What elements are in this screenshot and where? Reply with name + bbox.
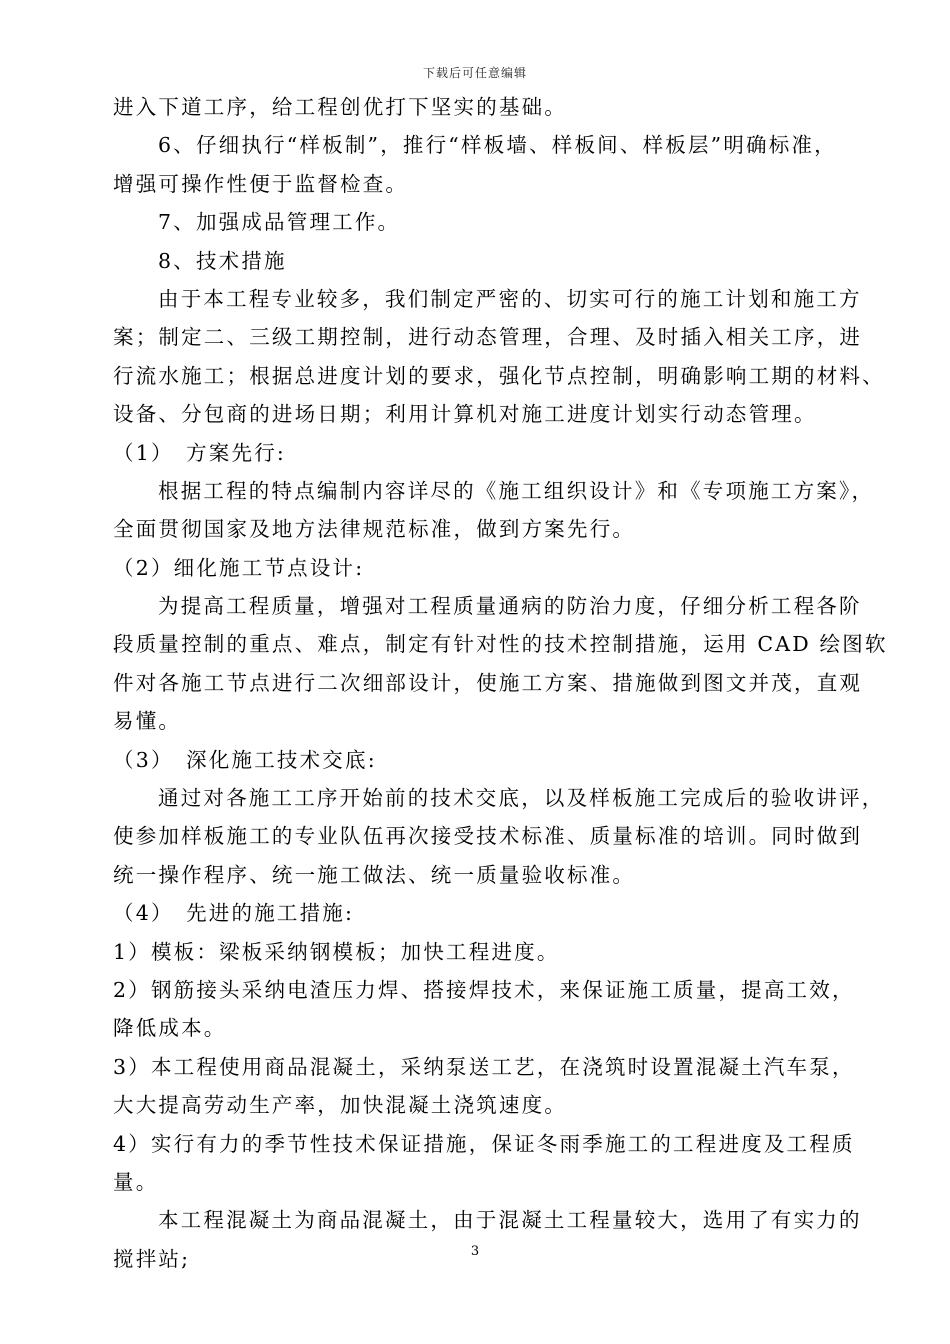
page-number: 3 [470,1244,480,1259]
text-line: 大大提高劳动生产率，加快混凝土浇筑速度。 [113,1093,567,1118]
text-line: 4）实行有力的季节性技术保证措施，保证冬雨季施工的工程进度及工程质 [113,1131,855,1156]
text-line: 行流水施工；根据总进度计划的要求，强化节点控制，明确影响工期的材料、 [113,363,885,388]
text-line: 使参加样板施工的专业队伍再次接受技术标准、质量标准的培训。同时做到 [113,824,863,849]
text-line: 8、技术措施 [158,248,287,273]
text-line: 易懂。 [113,709,182,734]
text-line: 搅拌站; [113,1246,191,1271]
text-line: （3） 深化施工技术交底: [113,747,377,772]
text-line: （1） 方案先行: [113,440,286,465]
document-body [113,88,888,1278]
text-line: 设备、分包商的进场日期；利用计算机对施工进度计划实行动态管理。 [113,402,817,427]
text-line: 7、加强成品管理工作。 [158,210,401,235]
text-line: 为提高工程质量，增强对工程质量通病的防治力度，仔细分析工程各阶 [158,594,862,619]
text-line: 案；制定二、三级工期控制，进行动态管理，合理、及时插入相关工序，进 [113,325,863,350]
text-line: （2）细化施工节点设计: [113,555,365,580]
text-line: 2）钢筋接头采纳电渣压力焊、搭接焊技术，来保证施工质量，提高工效， [113,977,855,1002]
text-line: 1）模板：梁板采纳钢模板；加快工程进度。 [113,939,560,964]
text-line: （4） 先进的施工措施: [113,901,355,926]
text-line: 增强可操作性便于监督检查。 [113,171,409,196]
text-line: 全面贯彻国家及地方法律规范标准，做到方案先行。 [113,517,636,542]
text-line: 量。 [113,1169,159,1194]
text-line: 3）本工程使用商品混凝土，采纳泵送工艺，在浇筑时设置混凝土汽车泵， [113,1054,855,1079]
text-line: 进入下道工序，给工程创优打下坚实的基础。 [113,95,567,119]
text-line: 降低成本。 [113,1016,227,1041]
text-line: 段质量控制的重点、难点，制定有针对性的技术控制措施，运用 CAD 绘图软 [113,632,888,657]
text-line: 统一操作程序、统一施工做法、统一质量验收标准。 [113,862,636,887]
text-line: 根据工程的特点编制内容详尽的《施工组织设计》和《专项施工方案》， [158,478,875,503]
page-header: 下载后可任意编辑 [422,66,527,80]
text-line: 件对各施工节点进行二次细部设计，使施工方案、措施做到图文并茂，直观 [113,670,863,695]
text-line: 由于本工程专业较多，我们制定严密的、切实可行的施工计划和施工方 [158,286,862,311]
text-line: 6、仔细执行“样板制”，推行“样板墙、样板间、样板层”明确标准， [158,133,837,158]
text-line: 通过对各施工工序开始前的技术交底，以及样板施工完成后的验收讲评， [158,786,885,811]
text-line: 本工程混凝土为商品混凝土，由于混凝土工程量较大，选用了有实力的 [158,1208,862,1233]
